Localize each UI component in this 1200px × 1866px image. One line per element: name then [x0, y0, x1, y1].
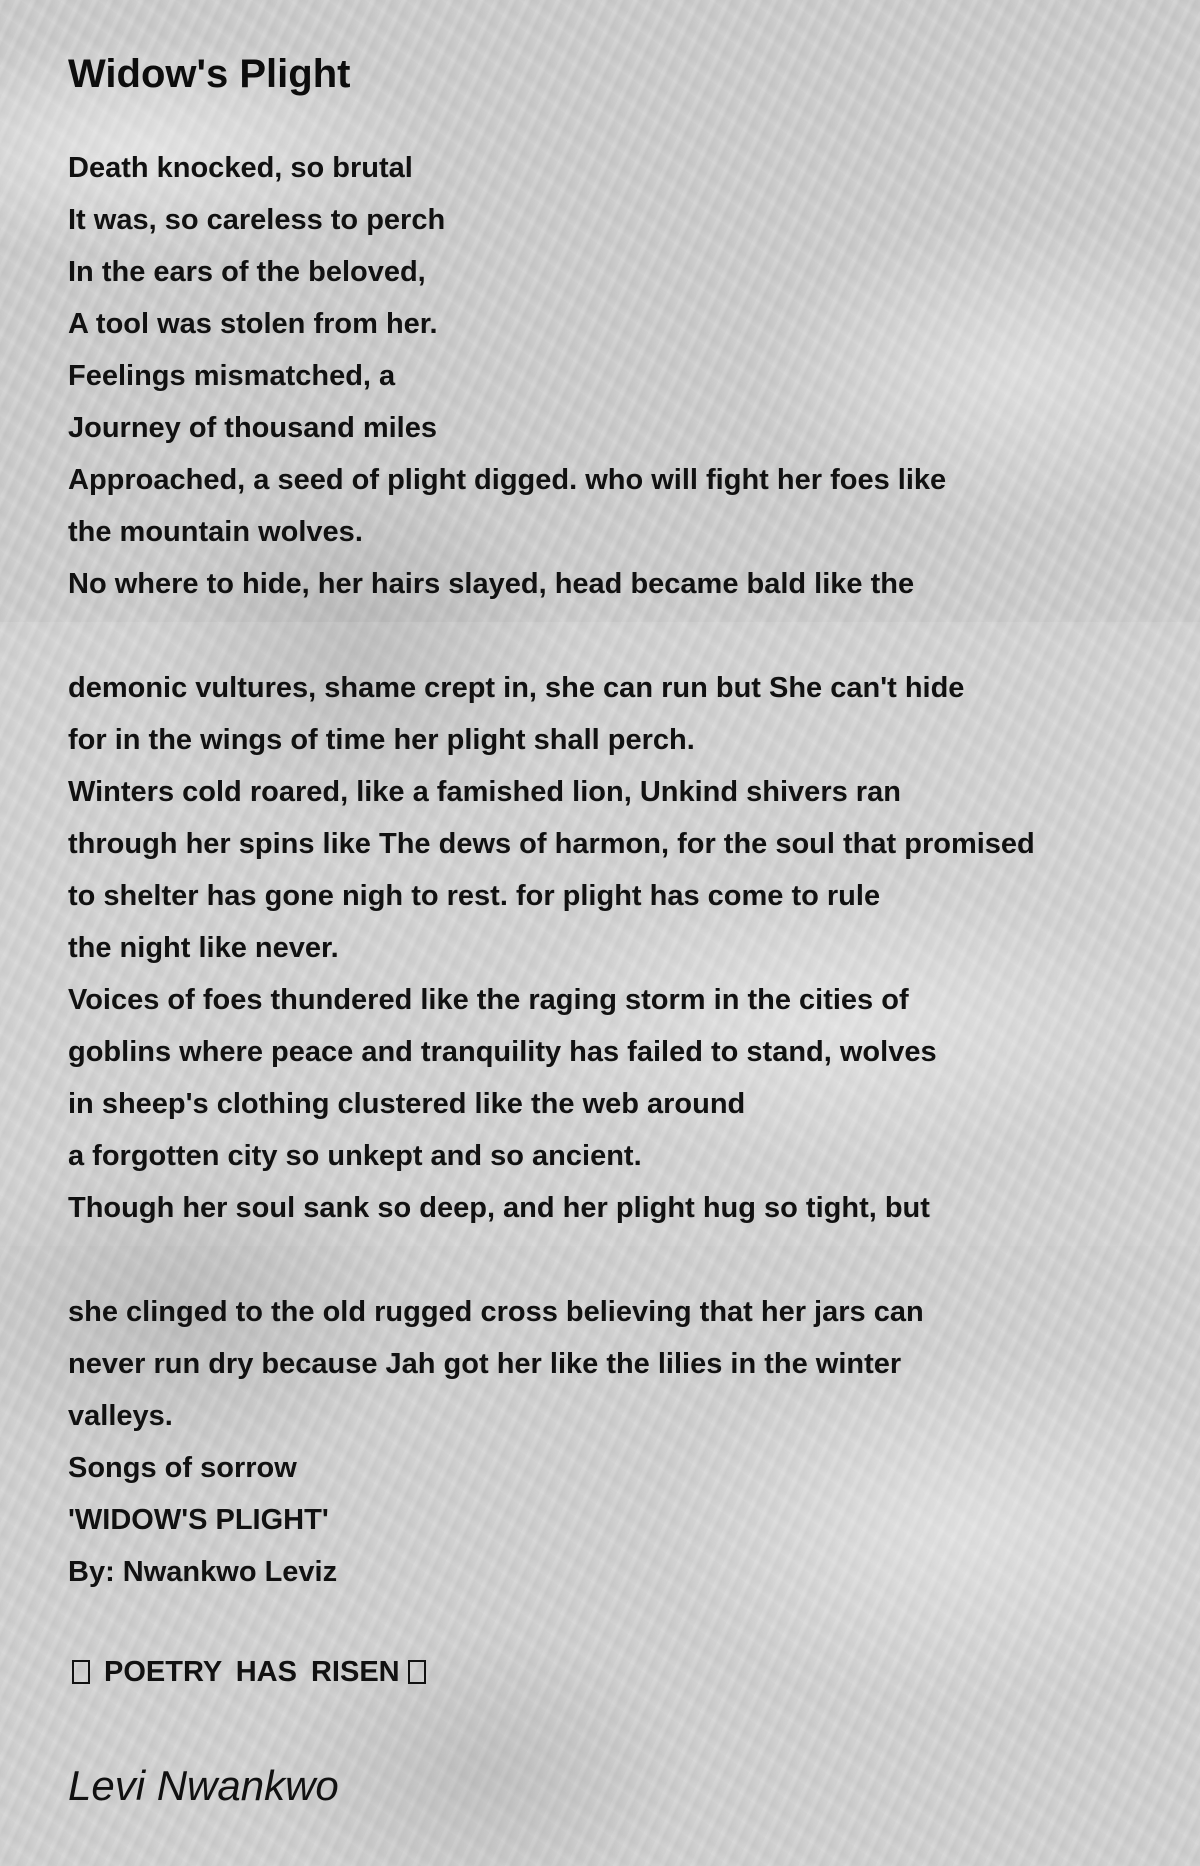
poem-line: It was, so careless to perch [68, 204, 446, 236]
stanza-break [68, 610, 1168, 662]
poem-line: the night like never. [68, 932, 339, 964]
poem-line: through her spins like The dews of harmon, for the soul that promised [68, 828, 1035, 860]
poem-line: never run dry because Jah got her like the lilies in the winter [68, 1348, 902, 1380]
poetry-tagline [68, 1656, 426, 1689]
author-signature: Levi Nwankwo [68, 1762, 339, 1809]
poem-line: to shelter has gone nigh to rest. for plight has come to rule [68, 880, 881, 912]
poem-line: the mountain wolves. [68, 516, 363, 548]
poem-line: Though her soul sank so deep, and her plight hug so tight, but [68, 1192, 930, 1224]
poem-line: for in the wings of time her plight shall perch. [68, 724, 695, 756]
poem-body [68, 142, 1168, 1598]
poem-line: demonic vultures, shame crept in, she can run but She can't hide [68, 672, 965, 704]
poem-line: 'WIDOW'S PLIGHT' [68, 1504, 329, 1536]
tagline-text: POETRY HAS RISEN [104, 1656, 400, 1688]
poem-line: Approached, a seed of plight digged. who will fight her foes like [68, 464, 947, 496]
poem-title: Widow's Plight [68, 52, 351, 96]
poem-line: No where to hide, her hairs slayed, head became bald like the [68, 568, 915, 600]
poem-line: Journey of thousand miles [68, 412, 437, 444]
stanza-break [68, 1234, 1168, 1286]
poem-line: Songs of sorrow [68, 1452, 297, 1484]
poem-line: goblins where peace and tranquility has failed to stand, wolves [68, 1036, 937, 1068]
poem-line: she clinged to the old rugged cross believing that her jars can [68, 1296, 924, 1328]
poem-line: In the ears of the beloved, [68, 256, 426, 288]
poem-container [68, 48, 1168, 1588]
missing-glyph-icon [72, 1660, 90, 1684]
poem-line: By: Nwankwo Leviz [68, 1556, 338, 1588]
poem-line: in sheep's clothing clustered like the web around [68, 1088, 746, 1120]
poem-line: A tool was stolen from her. [68, 308, 438, 340]
missing-glyph-icon [408, 1660, 426, 1684]
poem-line: Death knocked, so brutal [68, 152, 413, 184]
poem-line: Winters cold roared, like a famished lion, Unkind shivers ran [68, 776, 901, 808]
poem-line: Feelings mismatched, a [68, 360, 396, 392]
poem-line: Voices of foes thundered like the raging storm in the cities of [68, 984, 909, 1016]
poem-line: valleys. [68, 1400, 173, 1432]
poem-line: a forgotten city so unkept and so ancient. [68, 1140, 642, 1172]
